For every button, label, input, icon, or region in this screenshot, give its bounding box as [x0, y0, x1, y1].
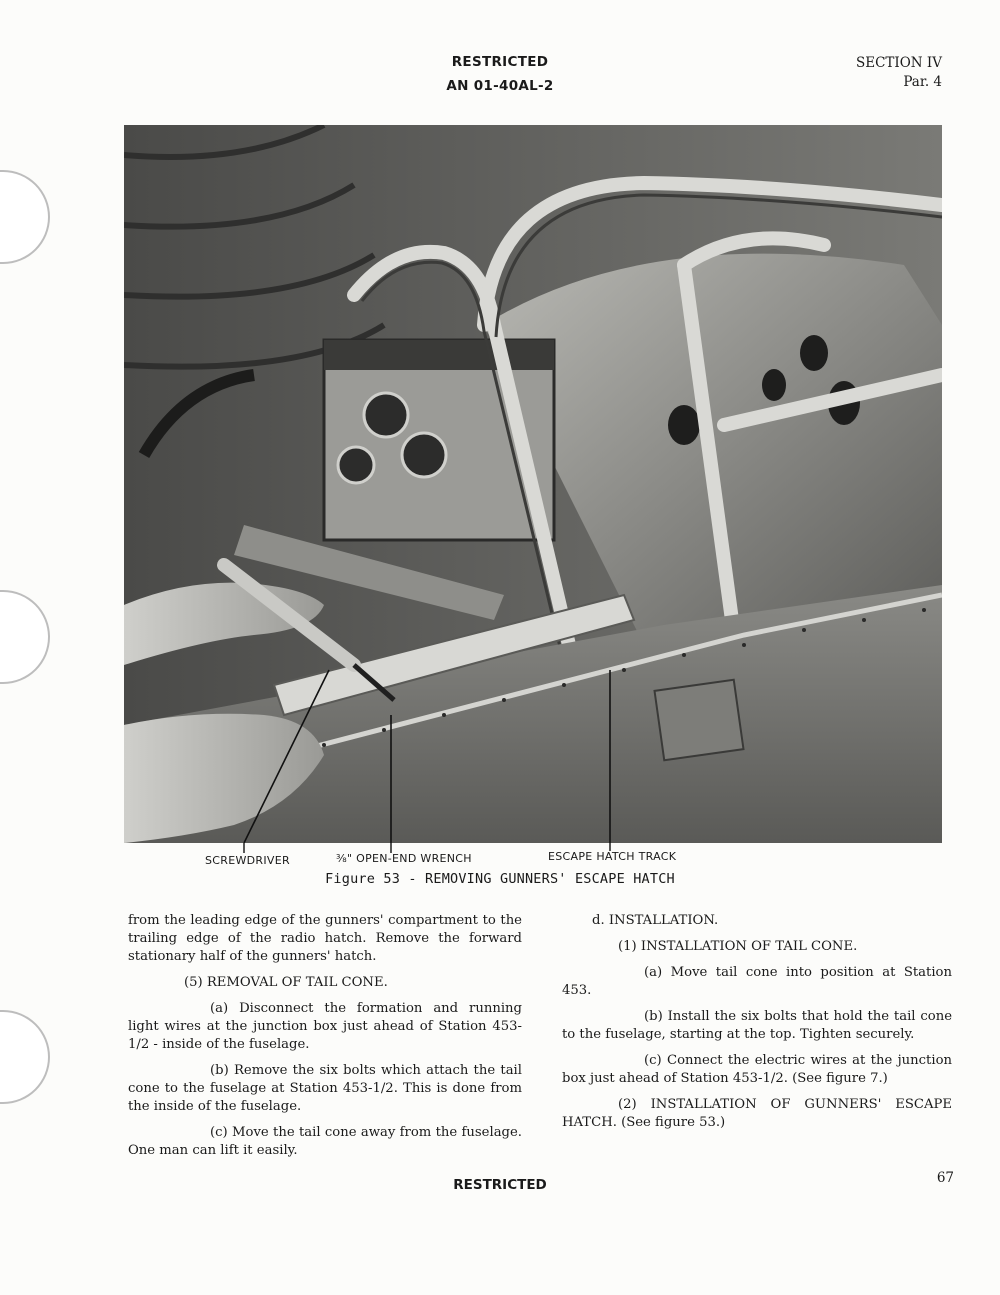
- callout-escape-hatch-track: ESCAPE HATCH TRACK: [548, 850, 677, 863]
- page-number: 67: [936, 1170, 954, 1186]
- right-step-a: (a) Move tail cone into position at Station 453.: [562, 965, 952, 998]
- cockpit-hatch-illustration: [124, 125, 942, 843]
- figure-caption: Figure 53 - REMOVING GUNNERS' ESCAPE HATCH: [325, 871, 675, 887]
- header-classification: RESTRICTED: [451, 54, 549, 70]
- right-subheading-escape-hatch: (2) INSTALLATION OF GUNNERS' ESCAPE HATCH. (See figure 53.): [562, 1097, 952, 1130]
- header-paragraph: Par. 4: [903, 74, 942, 90]
- left-step-c: (c) Move the tail cone away from the fuselage. One man can lift it easily.: [128, 1125, 522, 1158]
- callout-leader-extensions: [0, 843, 1000, 857]
- right-column: [562, 912, 952, 1140]
- right-step-b: (b) Install the six bolts that hold the tail cone to the fuselage, starting at the top. Tighten securely.: [562, 1009, 952, 1042]
- punch-hole-bottom: [0, 1010, 50, 1104]
- left-step-a: (a) Disconnect the formation and running light wires at the junction box just ahead of Station 453-1/2 - inside of the fuselage.: [128, 1001, 522, 1052]
- figure-photo: [124, 125, 942, 843]
- left-intro-paragraph: from the leading edge of the gunners' compartment to the trailing edge of the radio hatch. Remove the forward stationary half of the gunners' hatch.: [128, 913, 522, 964]
- footer-classification: RESTRICTED: [453, 1177, 547, 1193]
- header-section: SECTION IV: [855, 55, 942, 71]
- callout-screwdriver: SCREWDRIVER: [205, 854, 290, 867]
- right-subheading-tail-cone: (1) INSTALLATION OF TAIL CONE.: [618, 939, 858, 954]
- punch-hole-top: [0, 170, 50, 264]
- header-doc-number: AN 01-40AL-2: [446, 78, 554, 94]
- left-column: [128, 912, 522, 1168]
- punch-hole-middle: [0, 590, 50, 684]
- left-section-heading: (5) REMOVAL OF TAIL CONE.: [184, 975, 388, 990]
- callout-wrench: ⅜" OPEN-END WRENCH: [336, 852, 472, 865]
- fuselage-placard: [655, 680, 744, 760]
- left-step-b: (b) Remove the six bolts which attach the tail cone to the fuselage at Station 453-1/2. This is done from the inside of the fuselage.: [128, 1063, 522, 1114]
- right-step-c: (c) Connect the electric wires at the junction box just ahead of Station 453-1/2. (See figure 7.): [562, 1053, 952, 1086]
- right-section-heading: d. INSTALLATION.: [592, 913, 719, 928]
